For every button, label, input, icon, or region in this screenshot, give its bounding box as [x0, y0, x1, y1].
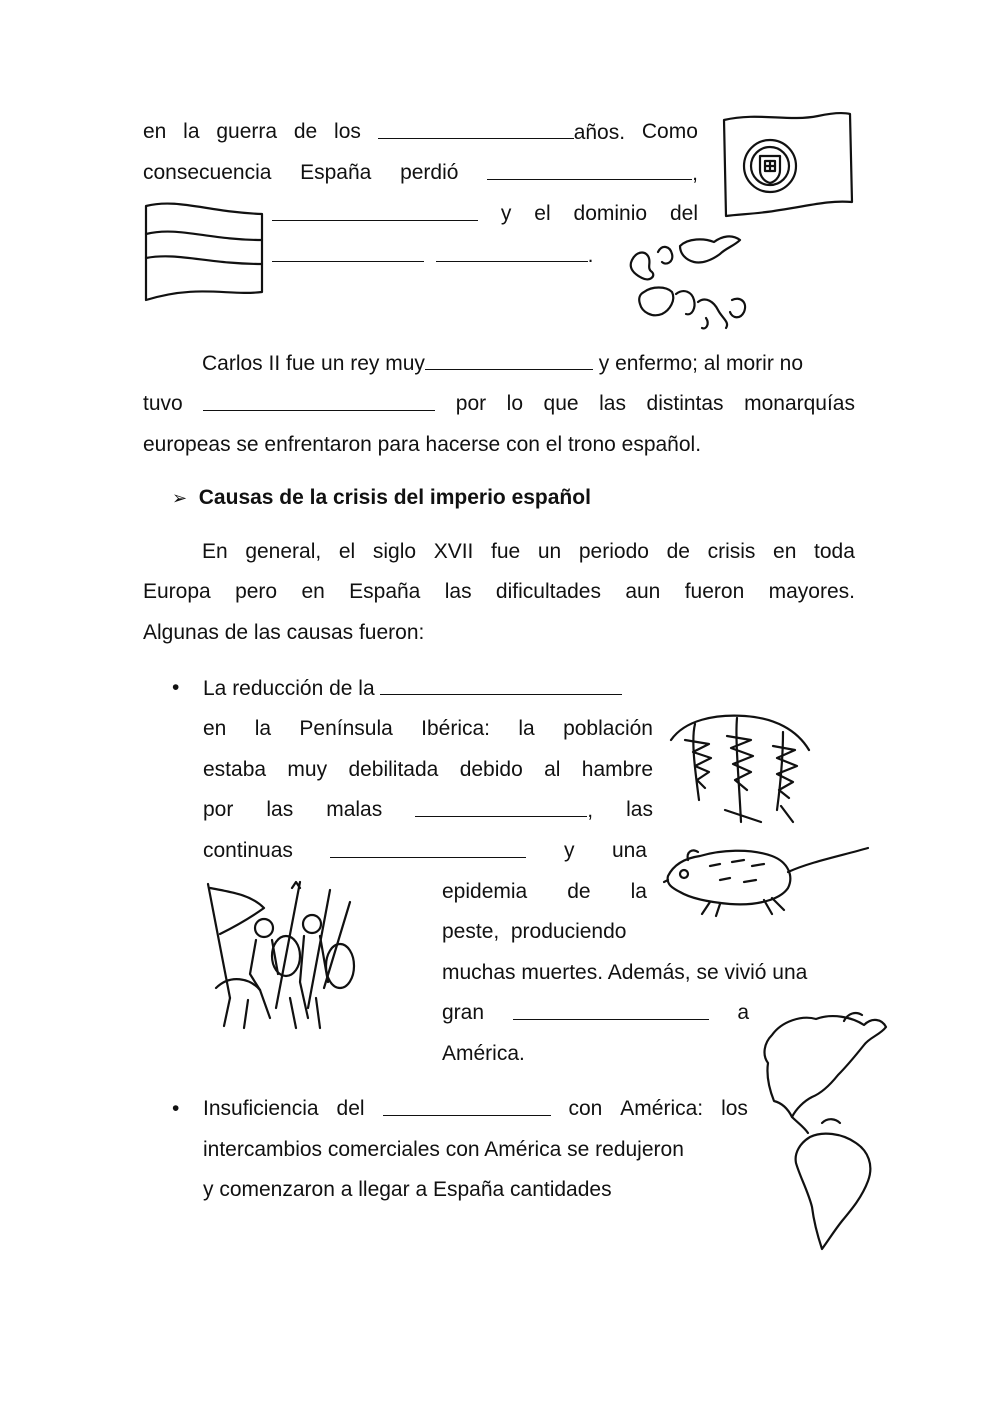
blank-trade[interactable] [383, 1095, 551, 1116]
blank-heirs[interactable] [203, 390, 435, 411]
wheat-illustration [665, 710, 815, 830]
b1-line-7: peste, produciendo [442, 920, 627, 943]
p1-line-2: consecuencia España perdió , [143, 161, 698, 185]
b1-line-2: en la Península Ibérica: la población [203, 717, 653, 740]
blank-king-trait[interactable] [425, 349, 593, 370]
b1-line-9: gran a [442, 1001, 749, 1024]
p3-line-3: Algunas de las causas fueron: [143, 621, 425, 644]
arrow-bullet-icon: ➢ [172, 488, 188, 509]
b2-line-3: y comenzaron a llegar a España cantidades [203, 1178, 612, 1201]
p1-line-1: en la guerra de los años. Como [143, 120, 698, 144]
p1-line-3: y el dominio del [272, 200, 698, 228]
blank-wars[interactable] [330, 837, 526, 858]
b1-line-6: epidemia de la [442, 880, 647, 903]
blank-lost-2[interactable] [272, 200, 478, 221]
blank-harvests[interactable] [415, 796, 587, 817]
b2-line-1: Insuficiencia del con América: los [203, 1097, 748, 1120]
blank-population[interactable] [380, 674, 622, 695]
blank-emigration[interactable] [513, 999, 709, 1020]
rat-illustration [660, 842, 875, 922]
bullet-dot-1: • [172, 676, 180, 699]
section-heading: ➢ Causas de la crisis del imperio español [172, 486, 591, 509]
p3-line-2: Europa pero en España las dificultades aun fueron mayores. [143, 580, 855, 603]
b1-line-5: continuas y una [203, 839, 647, 862]
p3-line-1: En general, el siglo XVII fue un periodo de crisis en toda [202, 540, 855, 563]
b1-line-4: por las malas , las [203, 798, 653, 822]
netherlands-flag-illustration [138, 196, 268, 308]
blank-lost-1[interactable] [487, 159, 692, 180]
b2-line-2: intercambios comerciales con América se redujeron [203, 1138, 684, 1161]
soldiers-battle-illustration [200, 878, 370, 1038]
b1-line-1: La reducción de la [203, 674, 622, 703]
b1-line-8: muchas muertes. Además, se vivió una [442, 961, 808, 984]
bullet-dot-2: • [172, 1097, 180, 1120]
p2-line-1: Carlos II fue un rey muy y enfermo; al morir no [202, 349, 803, 378]
blank-dominion-1[interactable] [272, 241, 424, 262]
p1-line-4: . [272, 241, 594, 270]
b1-line-10: América. [442, 1042, 525, 1065]
portugal-flag-illustration [718, 108, 858, 228]
americas-map-illustration [752, 1005, 892, 1255]
europe-map-illustration [622, 232, 762, 342]
blank-dominion-2[interactable] [436, 241, 588, 262]
p2-line-3: europeas se enfrentaron para hacerse con el trono español. [143, 433, 702, 456]
p2-line-2: tuvo por lo que las distintas monarquías [143, 392, 855, 415]
b1-line-3: estaba muy debilitada debido al hambre [203, 758, 653, 781]
blank-years[interactable] [378, 118, 574, 139]
